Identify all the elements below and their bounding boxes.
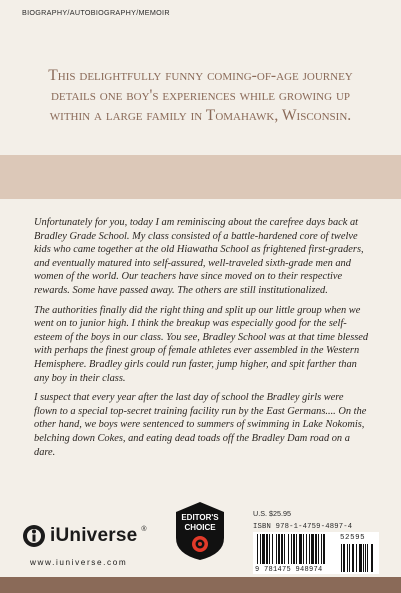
publisher-website[interactable]: www.iuniverse.com	[30, 558, 128, 567]
iuniverse-logo-icon	[22, 524, 46, 548]
barcode-number: 9 781475 948974	[255, 566, 323, 574]
barcode-bar	[262, 534, 265, 564]
barcode-bar	[260, 534, 261, 564]
barcode-addon-bar	[352, 544, 354, 572]
barcode-bar	[257, 534, 258, 564]
barcode-bar	[315, 534, 317, 564]
barcode-bar	[291, 534, 292, 564]
category-label: BIOGRAPHY/AUTOBIOGRAPHY/MEMOIR	[22, 8, 170, 17]
barcode-bar	[296, 534, 297, 564]
barcode-addon-bar	[365, 544, 366, 572]
badge-line2: CHOICE	[184, 523, 216, 532]
barcode-bar	[303, 534, 304, 564]
barcode-bar	[318, 534, 319, 564]
barcode-bar	[306, 534, 307, 564]
footer-band	[0, 577, 401, 593]
editors-choice-badge	[174, 500, 226, 562]
registered-mark: ®	[141, 526, 147, 533]
barcode-bar	[311, 534, 314, 564]
barcode-bar	[284, 534, 285, 564]
barcode-bar	[299, 534, 302, 564]
excerpt-paragraph: I suspect that every year after the last day of school the Bradley girls were flown to a special top-secret training facility run by the East Germans.... On the other hand, we boys were sentenced to summers of swimming in Lake Nokomis, belching down Cokes, and eating dead toads off the Bradley Dam road on a dare.	[34, 392, 367, 458]
price-label: U.S. $25.95	[253, 509, 291, 518]
decorative-band	[0, 155, 401, 199]
barcode-addon-bar	[359, 544, 362, 572]
cover-blurb: This delightfully funny coming-of-age journey details one boy's experiences while growing up within a large family in Tomahawk, Wisconsin.	[48, 67, 353, 124]
barcode-addon-bar	[371, 544, 373, 572]
barcode-bar	[278, 534, 280, 564]
barcode-bar	[276, 534, 277, 564]
barcode-bar	[269, 534, 270, 564]
barcode-addon-bar	[363, 544, 364, 572]
barcode-bar	[288, 534, 289, 564]
barcode-addon-bar	[367, 544, 368, 572]
barcode-addon-bar	[349, 544, 350, 572]
barcode-bar	[281, 534, 283, 564]
publisher-logo	[22, 524, 147, 548]
barcode-bar	[309, 534, 310, 564]
publisher-name: iUniverse	[50, 525, 138, 546]
barcode-addon-bar	[341, 544, 342, 572]
barcode-bar	[321, 534, 322, 564]
badge-line1: EDITOR'S	[181, 513, 219, 522]
excerpt-text	[34, 216, 369, 465]
barcode-addon-number: 52595	[340, 534, 366, 542]
barcode-addon-bar	[343, 544, 345, 572]
barcode-bar	[293, 534, 295, 564]
barcode-bar	[323, 534, 325, 564]
excerpt-paragraph: Unfortunately for you, today I am reminiscing about the carefree days back at Bradley Grade School. My class consisted of a battle-hardened core of twelve kids who came together at the old Hiawatha School as frightened first-graders, and eventually matured into self-assured, well-traveled sixth-grade men and women of the world. Our teachers have since moved on to their respective rewards. Some have passed away. The others are still institutionalized.	[34, 217, 364, 296]
barcode-bar	[266, 534, 268, 564]
barcode-addon-bar	[347, 544, 348, 572]
isbn-label: ISBN 978-1-4759-4897-4	[253, 523, 353, 531]
excerpt-paragraph: The authorities finally did the right thing and split up our little group when we went on to junior high. I think the breakup was especially good for the self-esteem of the boys in our class. You see, Bradley School was at that time blessed with perhaps the finest group of female athletes ever assembled in the Western Hemisphere. Bradley girls could run faster, jump higher, and spit farther than any boy in their class.	[34, 304, 369, 384]
barcode-bar	[272, 534, 273, 564]
barcode-addon-bar	[356, 544, 357, 572]
